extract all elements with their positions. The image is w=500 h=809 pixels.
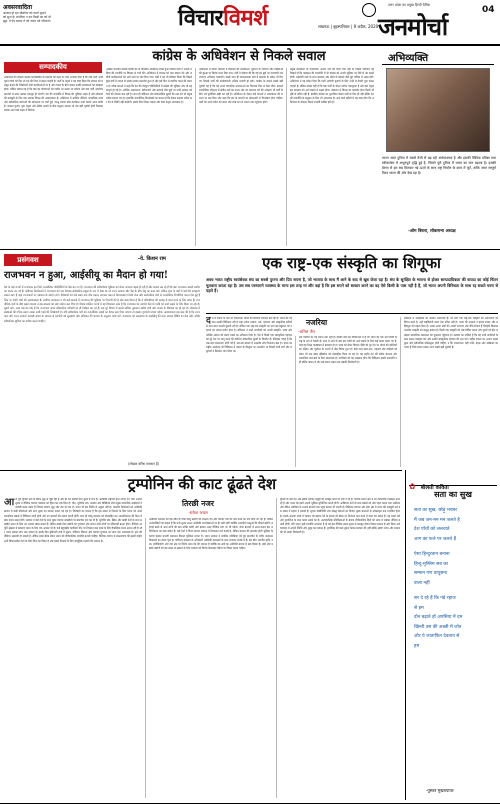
- feature-column-author: -अनिल जैन: [298, 329, 315, 334]
- poem-line: हम: [414, 643, 420, 649]
- corner-quote: [3, 11, 123, 24]
- footer-rule: [0, 803, 500, 804]
- speaker-photo: [386, 68, 490, 152]
- feature-column-label: नजरिया: [306, 318, 328, 327]
- section-title-vichar: विचार: [178, 5, 224, 31]
- poem-line: से हम: [414, 605, 424, 611]
- flower-icon: ✿: [409, 482, 416, 491]
- trump-col-2: अमेरिकी प्रशासन की इस नीति के पीछे घरेलू उद्योगों को संरक्षण देने और व्यापार घाटे को कम करने का तर्क दिया जा रहा है। लेकिन अर्थशास्त्रियों का कहना है कि ऊंचे शुल्क अंततः अमेरिकी उपभोक्ताओं पर ही भारी पड़ेंगे क्योंकि आयातित वस्तुओं की कीमतें बढ़ेंगी। महंगाई बढ़ने से आम लोगों की क्रय शक्ति घटेगी और इसका असर वैश्विक मांग पर भी पड़ेगा। शेयर बाजारों में उतार-चढ़ाव इस अनिश्चितता का स्पष्ट संकेत है। कई देशों ने विश्व व्यापार संगठन में शिकायत दर्ज कराई है, लेकिन संगठन की कमजोर होती भूमिका के कारण इसका प्रभावी समाधान मिलना मुश्किल लगता है। भारत सरकार ने संयमित प्रतिक्रिया देते हुए बातचीत के जरिए समाधान निकालने का रास्ता चुना है। वाणिज्य मंत्रालय के अधिकारी अमेरिकी समकक्षों के साथ लगातार संपर्क में हैं। इस बीच भारतीय कृषि, वस्त्र, इंजीनियरिंग और दवा क्षेत्र पर विशेष ध्यान देने की जरूरत है क्योंकि इन क्षेत्रों का अमेरिकी बाजार में बड़ा हिस्सा है। छोटे और मझोले उद्योगों को इस संकट से उबारने के लिए सरकार को विशेष प्रोत्साहन पैकेज पर विचार करना चाहिए।: [145, 518, 273, 798]
- trump-headline: ट्रम्पोनिन की काट ढूंढते देश: [127, 475, 277, 493]
- poem-line: सता का सुख, छोड़ूं भयबर: [414, 508, 458, 513]
- poem-line: वाला नहीं: [414, 580, 430, 586]
- poem-box: [405, 470, 498, 800]
- poem-line: मैं जब जन-मन मन जलते है: [414, 517, 460, 523]
- poem-line: दोन बढ़ाते हों अपसिया में दम: [414, 615, 463, 620]
- poem-title: सता का सुख: [434, 489, 472, 499]
- feature-headline: एक राष्ट्र-एक संस्कृति का शिगूफा: [262, 254, 441, 272]
- poem-signature: -पुस्कर मुख्तायापर: [426, 788, 454, 793]
- date-line: लखनऊ | बृहस्पतिवार | 9 अप्रैल, 2020: [318, 24, 379, 29]
- lower-section-rule: [0, 470, 402, 471]
- quote-header: अभिव्यक्ति: [388, 53, 429, 64]
- masthead: [0, 0, 500, 46]
- prasangvash-signoff: (लेखक वरिष्ठ पत्रकार हैं): [128, 462, 160, 466]
- editorial-col-2: अधिवेशन में पारित प्रस्तावों में किसानों की समस्याओं, युवाओं के रोजगार और महिलाओं की सुरक्षा पर विशेष ध्यान दिया गया। पार्टी ने घोषणा की कि वह इन मुद्दों पर देशव्यापी जनजागरण अभियान चलाएगी। इसके साथ ही संगठनात्मक ढांचे में बदलाव के संकेत भी दिए गए जिससे पार्टी की कार्यप्रणाली अधिक प्रभावी हो सके। कांग्रेस के सामने सबसे बड़ी चुनौती यह है कि वह अपने पारंपरिक मतदाताओं का विश्वास फिर से कैसे जीते। बदलते राजनीतिक परिदृश्य में क्षेत्रीय दलों का उभार और नए मतदाता वर्ग की अपेक्षाएं भी पार्टी के लिए नई चुनौतियां खड़ी कर रही हैं। अधिवेशन के दौरान कई नेताओं ने आत्ममंथन की जरूरत पर बल दिया और कहा कि हार के कारणों का ईमानदारी से विश्लेषण होना चाहिए। पार्टी को अपने संदेश को सरल और स्पष्ट रूप से जनता तक पहुंचाना होगा।: [195, 68, 283, 246]
- poem-header: [409, 474, 497, 491]
- feature-col-1: देश में एकता के नाम पर एकरूपता थोपने की कोशिशें लगातार बढ़ रही हैं। भारत की पहचान उसकी विविधता रही है जहां अनेक भाषाएं, धर्म, परंपराएं और संस्कृतियां सदियों से साथ-साथ फलती-फूलती रही हैं। लेकिन एक राष्ट्र-एक संस्कृति का नारा इस बहुलता को नकारने का प्रयास प्रतीत होता है। संविधान ने सभी नागरिकों को अपनी संस्कृति, भाषा और धार्मिक आस्था को बनाए रखने का अधिकार दिया है। ऐसे में किसी एक सांस्कृतिक पहचान को पूरे देश पर लागू करने की कोशिश संवैधानिक मूल्यों के विपरीत है। इतिहास गवाह है कि जब-जब एकरूपता थोपी गई है, तब-तब समाज में असंतोष और विभाजन बढ़ा है। भारत का राष्ट्रीय आंदोलन भी विविधता में एकता के सिद्धांत पर आधारित था जिसमें सभी वर्गों और समुदायों ने मिलकर भाग लिया था।: [206, 317, 292, 354]
- paper-emblem: [362, 3, 376, 17]
- editorial-col-1: अखिल भारतीय कांग्रेस कमेटी का दो दिवसीय अधिवेशन संपन्न हुआ जिसमें पार्टी ने अपनी भविष्य की रणनीति पर विस्तार से चर्चा की। अधिवेशन में संगठन को नया स्वरूप देने और जमीनी कार्यकर्ताओं को आगे लाने पर जोर दिया गया। पार्टी ने यह भी स्वीकार किया कि पिछले कुछ वर्षों में जनता से उसका संवाद कमजोर हुआ है और इसे फिर से स्थापित करने की जरूरत है। वरिष्ठ नेताओं ने कहा कि देश की मौजूदा परिस्थितियों में कांग्रेस की भूमिका और भी महत्वपूर्ण हो गई है। आर्थिक असमानता, बेरोजगारी और महंगाई जैसे मुद्दों पर पार्टी सरकार को घेरने की योजना बना रही है। साथ ही संविधान और लोकतांत्रिक मूल्यों की रक्षा को भी प्रमुख एजेंडा बनाया गया है। हालांकि राजनीतिक विश्लेषकों का मानना है कि केवल प्रस्ताव पारित कर देने से स्थिति नहीं बदलेगी, इसके लिए निरंतर प्रयास और स्पष्ट नेतृत्व आवश्यक है।: [106, 68, 192, 105]
- prasangvash-label: प्रसंगवश: [4, 254, 52, 266]
- poem-line: और ये जाताफ़ित देवताय से: [414, 634, 460, 639]
- trump-col-1: आज पूरी दुनिया ट्रम्प के टैरिफ युद्ध से जूझ रही है और हर देश इसकी काट ढूंढने में लगा है। अमेरिकी राष्ट्रपति द्वारा लगाए गए भारी आयात शुल्क ने वैश्विक व्यापार व्यवस्था को हिला कर रख दिया है। चीन, यूरोपीय संघ, कनाडा और मैक्सिको जैसे प्रमुख व्यापारिक साझेदारों ने जवाबी कदम उठाए हैं जिससे व्यापार युद्ध और तेज हो गया है। भारत भी इस स्थिति से अछूता नहीं है। भारतीय निर्यातकों को अमेरिकी बाजार में कड़ी प्रतिस्पर्धा और ऊंचे शुल्क का सामना करना पड़ रहा है। विशेषज्ञों का मानना है कि इस संकट से निपटने के लिए भारत को अपने व्यापारिक संबंधों में विविधता लानी होगी और नए बाजारों की तलाश करनी होगी। साथ ही घरेलू उत्पादन को प्रोत्साहित कर आत्मनिर्भरता की दिशा में ठोस कदम उठाने होंगे। सरकार ने कई देशों के साथ मुक्त व्यापार समझौतों पर बातचीत तेज कर दी है। यूरोपीय संघ, ब्रिटेन और खाड़ी देशों के साथ समझौते भारत के लिए नए अवसर खोल सकते हैं। लेकिन इसके लिए उद्योगों को गुणवत्ता और लागत दोनों मोर्चों पर प्रतिस्पर्धी बनना होगा। वैश्विक आपूर्ति श्रृंखला में बदलाव भारत के लिए एक अवसर भी है। कई बहुराष्ट्रीय कंपनियां चीन पर निर्भरता कम करने के लिए वैकल्पिक स्थान तलाश रही हैं और भारत इसका लाभ उठा सकता है। इसके लिए बुनियादी ढांचे में सुधार, नीतिगत स्थिरता और व्यापार सुगमता पर ध्यान देना आवश्यक है। ट्रम्प की नीतियां अस्थायी हो सकती हैं, लेकिन इनसे सीख लेकर भारत को दीर्घकालिक रणनीति बनानी चाहिए। वैश्विक व्यापार में संरक्षणवाद की बढ़ती प्रवृत्ति सभी विकासशील देशों के लिए चिंता का विषय है और इससे निपटने के लिए सामूहिक प्रयासों की जरूरत है।: [4, 498, 142, 543]
- section-title: [178, 2, 268, 32]
- feature-standfirst-rule: [206, 313, 498, 314]
- corner-line: को सुना है। संपतिया न यश किसी का को भी: [3, 15, 51, 20]
- poem-line: सम्मान गण वायुसना: [414, 571, 448, 576]
- section-title-vimarsh: विमर्श: [223, 5, 268, 31]
- poem-line: आग का फले पर जलते हैं: [414, 536, 457, 542]
- poem-line: खिन्ती उस की अच्छी में जोत: [414, 624, 462, 630]
- page-number: 04: [482, 5, 495, 15]
- trump-column-author: -राकेश अचल: [188, 510, 208, 515]
- prasangvash-byline: -वे. किशन राम: [138, 256, 166, 262]
- feature-standfirst: अवध भारत राष्ट्रीय स्वयंसेवक संघ का सबसे पुराना और प्रिय सपना है, जो भाजपा के साथ मैं आने के बाद से खुब जेजा रहा है। संघ के सूरंक्षित के भावना से होकर साम्प्रदायिकता की वायदा का कोई चिंतन मूलधारा करता रहा है। उस सब परस्पराने व्यवस्था के मान्य इस तरह मां और वहां है कि इस सपने को साकार करने का वह ऐसे किसी के पास नहीं है हैं, जो भारत अपनी विविधता के साथ रह सकते चरण से पहले हैं।: [206, 277, 498, 293]
- poem-line: ऐसा हिन्दुरतान बनाना: [414, 552, 450, 557]
- main-headline: कांग्रेस के अधिवेशन से निकले सवाल: [152, 49, 326, 64]
- prasangvash-body: देश के कई राज्यों में राजभवन इन दिनों राजनीतिक गतिविधियों के केंद्र बन गए हैं। राज्यपाल की संवैधानिक भूमिका को लेकर लगातार बहस हो रही है और सवाल उठ रहे हैं कि क्या राजभवन अपनी मर्यादा का पालन कर रहे हैं। संविधान निर्माताओं ने राज्यपाल को एक निष्पक्ष संवैधानिक प्रमुख के रूप में देखा था जो राज्य सरकार और केंद्र के बीच सेतु का काम करे। लेकिन हाल के वर्षों में कई ऐसे उदाहरण सामने आए हैं जहां राज्यपालों पर पक्षपात के आरोप लगे। विधेयकों को लंबे समय तक रोके रखना, सरकार गठन में विवादास्पद निर्णय लेना और सार्वजनिक मंचों से राजनीतिक टिप्पणियां करना ऐसे मुद्दे हैं जिन पर गंभीर चर्चा की आवश्यकता है। सर्वोच्च न्यायालय ने भी कई मामलों में राज्यपाल की भूमिका पर टिप्पणी की है और स्पष्ट किया है कि वे मंत्रिपरिषद की सलाह से काम करने के लिए बाध्य हैं। राजनीतिक दलों के बीच बढ़ते टकराव ने इस समस्या को और जटिल बना दिया है। विपक्ष शासित राज्यों में यह शिकायत आम है कि राजभवन का उपयोग केंद्र के एजेंडे को आगे बढ़ाने के लिए किया जा रहा है। दूसरी ओर, सत्ता पक्ष का तर्क है कि राज्यपाल अपने संवैधानिक दायित्वों का ही निर्वहन कर रहे हैं। इस पूरे विवाद में सबसे अधिक नुकसान संघीय ढांचे और जनता के विश्वास का हो रहा है। लोकतंत्र में संस्थाओं की गरिमा बनाए रखना सभी पक्षों की जिम्मेदारी है। यदि संवैधानिक पदों को राजनीतिक लड़ाई का मैदान बना दिया जाएगा तो इसका दूरगामी प्रभाव पड़ेगा। आवश्यकता इस बात की है कि राज्यपाल और राज्य सरकारें आपसी संवाद के माध्यम से मतभेदों को सुलझाएं और संविधान की भावना के अनुरूप कार्य करें। राजभवन को अस्पताल के आईसीयू की तरह आपात स्थिति का केंद्र नहीं, बल्कि संवैधानिक शुचिता का प्रतीक बनना चाहिए।: [4, 285, 200, 323]
- quote-header-rule: [382, 64, 494, 65]
- feature-col-2: संघ परिवार का यह सपना नया नहीं है। इसकी जड़ें उस विचारधारा में हैं जो भारत को एक धर्म विशेष के राष्ट्र के रूप में देखती है। सत्ता में आने के बाद इस एजेंडे को आगे बढ़ाने के लिए कई कदम उठाए गए हैं, चाहे वह शिक्षा पाठ्यक्रम में बदलाव हो या भाषा को लेकर विवाद। हिंदी को पूरे देश पर थोपने की कोशिशों का दक्षिण और पूर्वोत्तर के राज्यों में तीव्र विरोध हुआ है। इसी तरह खान-पान, पहनावे और त्योहारों को लेकर भी एक खास दृष्टिकोण को प्रोत्साहित किया जा रहा है। यह प्रवृत्ति देश की संघीय संरचना और सामाजिक ताने-बाने के लिए खतरनाक है। नागरिकों को यह समझना होगा कि विविधता हमारी कमजोरी नहीं बल्कि ताकत है और इसे बचाए रखना हम सबकी जिम्मेदारी है।: [295, 336, 397, 467]
- corner-line: आज़ाद हो रहा सीसोयट को पलते सुनाने: [3, 11, 46, 15]
- upper-section-rule: [0, 249, 500, 250]
- trump-column-label: तिरछी नजर: [182, 499, 214, 508]
- tagline: उत्तर प्रदेश का प्रमुख हिन्दी दैनिक: [388, 3, 431, 7]
- corner-line: ख़ुद. ये ऐड़ चलना ते नये जनम नये परिजनो।: [3, 19, 51, 24]
- paper-name: जनमोर्चा: [378, 12, 448, 41]
- quote-box: [378, 48, 498, 246]
- quote-attribution: -ओम बिरला, लोकसभा अध्यक्ष: [408, 228, 456, 233]
- editorial-header: सम्पादकीय: [4, 62, 102, 73]
- editorial-body: अधिवेशन की संकल्प कांग्रेस कार्यसमिति के प्रस्तावों को पढ़ने पर ऐसा आभास होता है कि जैसे पार्टी अपने पुराने गौरव को फिर से पाने की दिशा में बढ़ना चाहती है। पार्टी के नेतृत्व ने यह स्पष्ट किया कि संगठन को मजबूत बनाने की जिम्मेदारी सभी कार्यकर्ताओं पर है और जनता के बीच जाकर उनकी समस्याओं को समझना होगा। लेकिन सवाल यह है कि क्या इन घोषणाओं को जमीन पर उतारा जा सकेगा और क्या पार्टी आंतरिक मतभेदों से ऊपर उठकर एकजुट हो पाएगी। देश की राजनीति में विपक्ष की भूमिका अहम है और लोकतंत्र की मजबूती के लिए एक सशक्त विपक्ष की आवश्यकता है। अधिवेशन में आर्थिक नीतियों, सामाजिक न्याय और संवैधानिक संस्थाओं की स्वायत्तता पर चर्चा हुई, परन्तु इनका ठोस कार्यक्रम अभी सामने आना बाकी है। संगठन चुनाव, युवा नेतृत्व और क्षेत्रीय क्षत्रपों के बीच संतुलन साधना भी एक बड़ी चुनौती होगी जिसका जवाब आने वाले समय में मिलेगा।: [4, 76, 103, 113]
- corner-label: अवसरवादिता: [3, 4, 33, 11]
- poem-line: हिन्दु-मुस्लिम सब का: [414, 561, 448, 567]
- poem-line: सर दे रहे हैं कि गड़े रहाज: [414, 596, 456, 601]
- trump-col-3: दुनिया के कई देश अब क्षेत्रीय व्यापार समूहों को मजबूत करने पर जोर दे रहे हैं। एशिया-प्रशांत क्षेत्र में नए व्यापारिक गठबंधन उभर रहे हैं और भारत को इनमें अपनी भूमिका सुनिश्चित करनी होगी। आसियान देशों के साथ संबंधों को और गहरा करना तथा अफ्रीका और लैटिन अमेरिका के उभरते बाजारों तक पहुंच बनाना भी जरूरी है। डिजिटल व्यापार और सेवा क्षेत्र में भारत की मजबूती उसे इस संकट में सहारा दे सकती है। सूचना प्रौद्योगिकी और संबद्ध सेवाओं का निर्यात शुल्क बाधाओं से अपेक्षाकृत कम प्रभावित होता है। इसके अलावा रुपये में व्यापार को बढ़ावा देने के प्रयास भी डॉलर पर निर्भरता कम करने में मदद कर सकते हैं। यह समय धैर्य और दूरदर्शिता के साथ कदम उठाने का है। अल्पकालिक प्रतिक्रियाओं के बजाय दीर्घकालिक हितों को ध्यान में रखकर नीतियां बनानी होंगी। यदि भारत सही रणनीति अपनाता है तो वह इस वैश्विक उथल-पुथल से मजबूत होकर निकल सकता है और विश्व अर्थव्यवस्था में अपनी स्थिति और सुदृढ़ कर सकता है। ट्रम्पोनिन की काट ढूंढना केवल सरकार की नहीं बल्कि उद्योग जगत और समाज की भी साझा जिम्मेदारी है।: [276, 498, 400, 798]
- editorial-col-3: प्रमुख कार्यकर्ता के पारदर्शिता आधार पोट की दिशों चोट नहीं के पिछले परिणाम यह दिखाते हैं कि गठबंधन की राजनीति में भी कांग्रेस को अपनी भूमिका नए सिरे से तय करनी होगी। सहयोगी दलों के साथ समन्वय और सीटों के बंटवारे जैसे मुद्दे भविष्य में अहम होंगे। अधिवेशन ने यह संकेत दिया कि पार्टी आगामी चुनावों के लिए अभी से तैयारी शुरू करना चाहती है। लेकिन सवाल वही है कि क्या पार्टी के भीतर पर्याप्त एकजुटता है और क्या नेतृत्व इस बदलाव को आगे बढ़ाने में सक्षम होगा। लोकतंत्र में विपक्ष का कमजोर होना किसी भी दृष्टि से उचित नहीं है, इसलिए कांग्रेस का पुनर्जीवन केवल पार्टी के लिए ही नहीं बल्कि देश की राजनीति के संतुलन के लिए भी आवश्यक है। आने वाले महीनों में यह स्पष्ट होगा कि अधिवेशन के संकल्प कितने प्रभावी साबित होते हैं।: [286, 68, 374, 246]
- poem-header-label: बोलती कविता: [420, 485, 449, 491]
- poem-lines: [414, 506, 498, 651]
- quote-body: भारत आज दुनिया में सबसे तेजी से बढ़ रही अर्थव्यवस्था है और इसकी वैश्विक प्रतिष्ठा तथा स्वीकार्यता में अभूतपूर्व वृद्धि हुई है, जिसने पूरी दुनिया में भारत का मान बढ़ाया है। इसकी प्रेरणा से हम सब मिलकर नई ऊर्जा के साथ राष्ट्र निर्माण के काम में जुटें, ताकि आज सम्पूर्ण विश्व भारत की ओर देख रहा है।: [382, 156, 496, 176]
- masthead-rule: [0, 44, 500, 46]
- prasangvash-headline: राजभवन न हुआ, आईसीयू का मैदान हो गया!: [4, 270, 169, 281]
- feature-col-3: लोकतंत्र में असहमति का सम्मान आवश्यक है। जो लोग एक राष्ट्र-एक संस्कृति की अवधारणा का विरोध करते हैं, उन्हें राष्ट्रविरोधी करार देना उचित नहीं है। भारत की सभ्यता ने हमेशा संवाद और सहिष्णुता को महत्व दिया है। अलग-अलग क्षेत्रों की अपनी परंपराएं और रीति-रिवाज हैं जिन्होंने मिलकर भारतीय संस्कृति को समृद्ध बनाया है। किसी एक संस्कृति को श्रेष्ठ घोषित करना और दूसरों को हीन समझना सामाजिक समरसता को नुकसान पहुंचाता है। सरकार का दायित्व है कि वह सभी नागरिकों के साथ समान व्यवहार करे और उनकी सांस्कृतिक पहचान की रक्षा करे। राष्ट्रीय एकता का आधार साझा मूल्य और संवैधानिक प्रतिबद्धता होनी चाहिए, न कि एकरूपता। यही गांधी, नेहरू और अंबेडकर का भारत है जिसे बचाए रखना आज सबसे बड़ी चुनौती है।: [400, 317, 498, 467]
- poem-line: देश पाँचों को ललचाते: [414, 527, 450, 532]
